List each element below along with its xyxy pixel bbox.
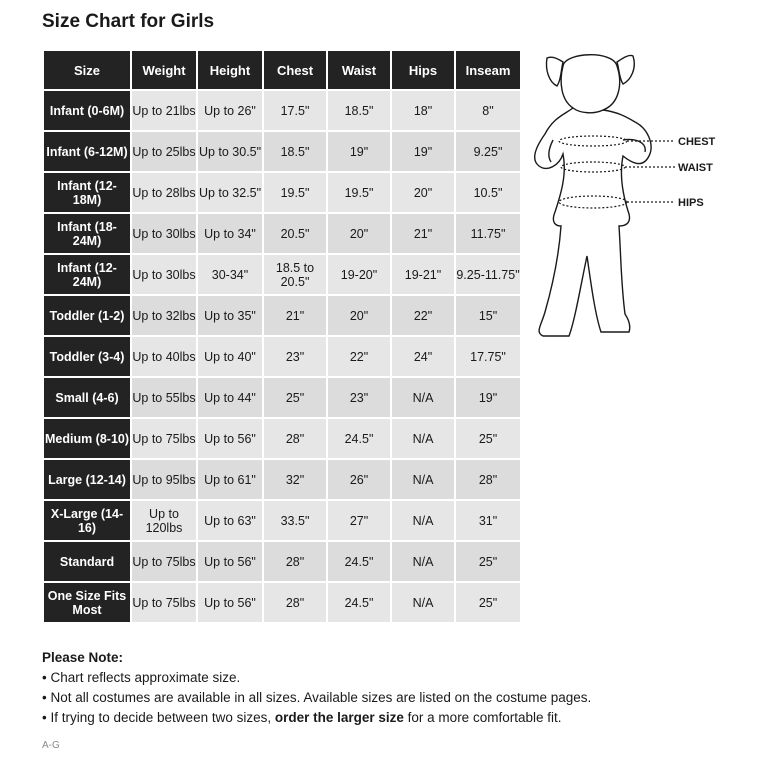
table-cell: Up to 30.5" bbox=[198, 132, 262, 171]
note-text: If trying to decide between two sizes, bbox=[50, 710, 275, 725]
table-cell: 28" bbox=[264, 542, 326, 581]
header-chest: Chest bbox=[264, 51, 326, 89]
size-label-cell: X-Large (14-16) bbox=[44, 501, 130, 540]
table-cell: N/A bbox=[392, 501, 454, 540]
table-cell: Up to 28lbs bbox=[132, 173, 196, 212]
table-cell: 19" bbox=[456, 378, 520, 417]
measurement-figure bbox=[525, 44, 740, 344]
table-cell: 19" bbox=[328, 132, 390, 171]
table-cell: 20.5" bbox=[264, 214, 326, 253]
waist-label: WAIST bbox=[678, 162, 713, 174]
table-cell: 20" bbox=[328, 296, 390, 335]
table-cell: 19" bbox=[392, 132, 454, 171]
table-cell: Up to 63" bbox=[198, 501, 262, 540]
table-row bbox=[44, 214, 520, 253]
note-item bbox=[42, 668, 591, 688]
note-item bbox=[42, 688, 591, 708]
header-waist: Waist bbox=[328, 51, 390, 89]
table-body bbox=[44, 91, 520, 622]
table-cell: 24.5" bbox=[328, 542, 390, 581]
header-hips: Hips bbox=[392, 51, 454, 89]
size-label-cell: Large (12-14) bbox=[44, 460, 130, 499]
table-cell: 18.5" bbox=[328, 91, 390, 130]
size-label-cell: One Size Fits Most bbox=[44, 583, 130, 622]
girl-silhouette-icon bbox=[535, 55, 651, 336]
table-cell: Up to 26" bbox=[198, 91, 262, 130]
size-label-cell: Toddler (3-4) bbox=[44, 337, 130, 376]
table-cell: 19.5" bbox=[328, 173, 390, 212]
table-cell: 24.5" bbox=[328, 419, 390, 458]
table-cell: Up to 120lbs bbox=[132, 501, 196, 540]
table-header-row bbox=[44, 51, 520, 89]
table-row bbox=[44, 542, 520, 581]
header-weight: Weight bbox=[132, 51, 196, 89]
note-text: Chart reflects approximate size. bbox=[50, 670, 241, 685]
size-label-cell: Infant (18-24M) bbox=[44, 214, 130, 253]
table-cell: 28" bbox=[264, 419, 326, 458]
table-cell: Up to 75lbs bbox=[132, 542, 196, 581]
table-cell: Up to 75lbs bbox=[132, 419, 196, 458]
table-cell: 10.5" bbox=[456, 173, 520, 212]
table-cell: Up to 35" bbox=[198, 296, 262, 335]
table-cell: 30-34" bbox=[198, 255, 262, 294]
table-cell: Up to 32.5" bbox=[198, 173, 262, 212]
notes-title: Please Note: bbox=[42, 650, 124, 665]
size-label-cell: Infant (12-24M) bbox=[44, 255, 130, 294]
table-cell: 20" bbox=[392, 173, 454, 212]
table-cell: Up to 40lbs bbox=[132, 337, 196, 376]
table-cell: 8" bbox=[456, 91, 520, 130]
size-label-cell: Infant (6-12M) bbox=[44, 132, 130, 171]
table-row bbox=[44, 337, 520, 376]
table-cell: N/A bbox=[392, 460, 454, 499]
table-cell: 28" bbox=[264, 583, 326, 622]
table-cell: 26" bbox=[328, 460, 390, 499]
hips-measure-line bbox=[559, 196, 675, 208]
table-cell: 17.5" bbox=[264, 91, 326, 130]
table-cell: Up to 25lbs bbox=[132, 132, 196, 171]
table-cell: 9.25" bbox=[456, 132, 520, 171]
table-cell: 25" bbox=[456, 542, 520, 581]
table-cell: 21" bbox=[392, 214, 454, 253]
page-title: Size Chart for Girls bbox=[42, 11, 215, 32]
table-cell: Up to 61" bbox=[198, 460, 262, 499]
table-cell: 33.5" bbox=[264, 501, 326, 540]
note-text: Not all costumes are available in all sizes. Available sizes are listed on the costume pages. bbox=[50, 690, 592, 705]
table-cell: 18.5 to 20.5" bbox=[264, 255, 326, 294]
table-cell: 18" bbox=[392, 91, 454, 130]
table-cell: N/A bbox=[392, 542, 454, 581]
table-row bbox=[44, 460, 520, 499]
table-cell: Up to 40" bbox=[198, 337, 262, 376]
size-chart-table bbox=[42, 49, 522, 624]
table-cell: 28" bbox=[456, 460, 520, 499]
table-cell: Up to 30lbs bbox=[132, 214, 196, 253]
table-cell: Up to 55lbs bbox=[132, 378, 196, 417]
table-cell: N/A bbox=[392, 583, 454, 622]
size-label-cell: Infant (0-6M) bbox=[44, 91, 130, 130]
header-height: Height bbox=[198, 51, 262, 89]
table-cell: 25" bbox=[456, 583, 520, 622]
table-row bbox=[44, 255, 520, 294]
table-cell: 21" bbox=[264, 296, 326, 335]
table-cell: 23" bbox=[264, 337, 326, 376]
table-cell: 19.5" bbox=[264, 173, 326, 212]
table-cell: Up to 75lbs bbox=[132, 583, 196, 622]
footer-code: A-G bbox=[42, 740, 60, 751]
header-inseam: Inseam bbox=[456, 51, 520, 89]
table-cell: 25" bbox=[456, 419, 520, 458]
chest-label: CHEST bbox=[678, 136, 716, 148]
table-cell: 17.75" bbox=[456, 337, 520, 376]
table-cell: Up to 95lbs bbox=[132, 460, 196, 499]
notes-section bbox=[42, 648, 591, 728]
table-cell: 9.25-11.75" bbox=[456, 255, 520, 294]
table-cell: 23" bbox=[328, 378, 390, 417]
table-cell: 22" bbox=[328, 337, 390, 376]
table-cell: Up to 56" bbox=[198, 583, 262, 622]
table-cell: Up to 32lbs bbox=[132, 296, 196, 335]
table-cell: 25" bbox=[264, 378, 326, 417]
size-label-cell: Standard bbox=[44, 542, 130, 581]
table-cell: Up to 30lbs bbox=[132, 255, 196, 294]
table-cell: 24" bbox=[392, 337, 454, 376]
table-cell: 19-20" bbox=[328, 255, 390, 294]
table-cell: Up to 34" bbox=[198, 214, 262, 253]
table-row bbox=[44, 378, 520, 417]
waist-measure-line bbox=[561, 162, 675, 172]
hips-label: HIPS bbox=[678, 197, 704, 209]
table-row bbox=[44, 91, 520, 130]
size-label-cell: Infant (12-18M) bbox=[44, 173, 130, 212]
table-cell: 22" bbox=[392, 296, 454, 335]
table-cell: N/A bbox=[392, 419, 454, 458]
note-emphasis: order the larger size bbox=[274, 710, 404, 725]
note-item bbox=[42, 708, 591, 728]
notes-list bbox=[42, 668, 591, 728]
chest-measure-line bbox=[559, 136, 675, 146]
table-row bbox=[44, 296, 520, 335]
table-cell: 27" bbox=[328, 501, 390, 540]
table-row bbox=[44, 132, 520, 171]
table-cell: 24.5" bbox=[328, 583, 390, 622]
table-cell: 11.75" bbox=[456, 214, 520, 253]
header-size: Size bbox=[44, 51, 130, 89]
note-text: for a more comfortable fit. bbox=[403, 710, 562, 725]
table-row bbox=[44, 583, 520, 622]
table-cell: Up to 44" bbox=[198, 378, 262, 417]
table-cell: 18.5" bbox=[264, 132, 326, 171]
table-cell: Up to 21lbs bbox=[132, 91, 196, 130]
table-cell: 32" bbox=[264, 460, 326, 499]
table-cell: 19-21" bbox=[392, 255, 454, 294]
table-row bbox=[44, 501, 520, 540]
size-label-cell: Medium (8-10) bbox=[44, 419, 130, 458]
size-label-cell: Small (4-6) bbox=[44, 378, 130, 417]
table-cell: 31" bbox=[456, 501, 520, 540]
table-cell: Up to 56" bbox=[198, 542, 262, 581]
table-cell: N/A bbox=[392, 378, 454, 417]
table-cell: 20" bbox=[328, 214, 390, 253]
size-label-cell: Toddler (1-2) bbox=[44, 296, 130, 335]
table-row bbox=[44, 173, 520, 212]
table-cell: 15" bbox=[456, 296, 520, 335]
table-row bbox=[44, 419, 520, 458]
table-cell: Up to 56" bbox=[198, 419, 262, 458]
